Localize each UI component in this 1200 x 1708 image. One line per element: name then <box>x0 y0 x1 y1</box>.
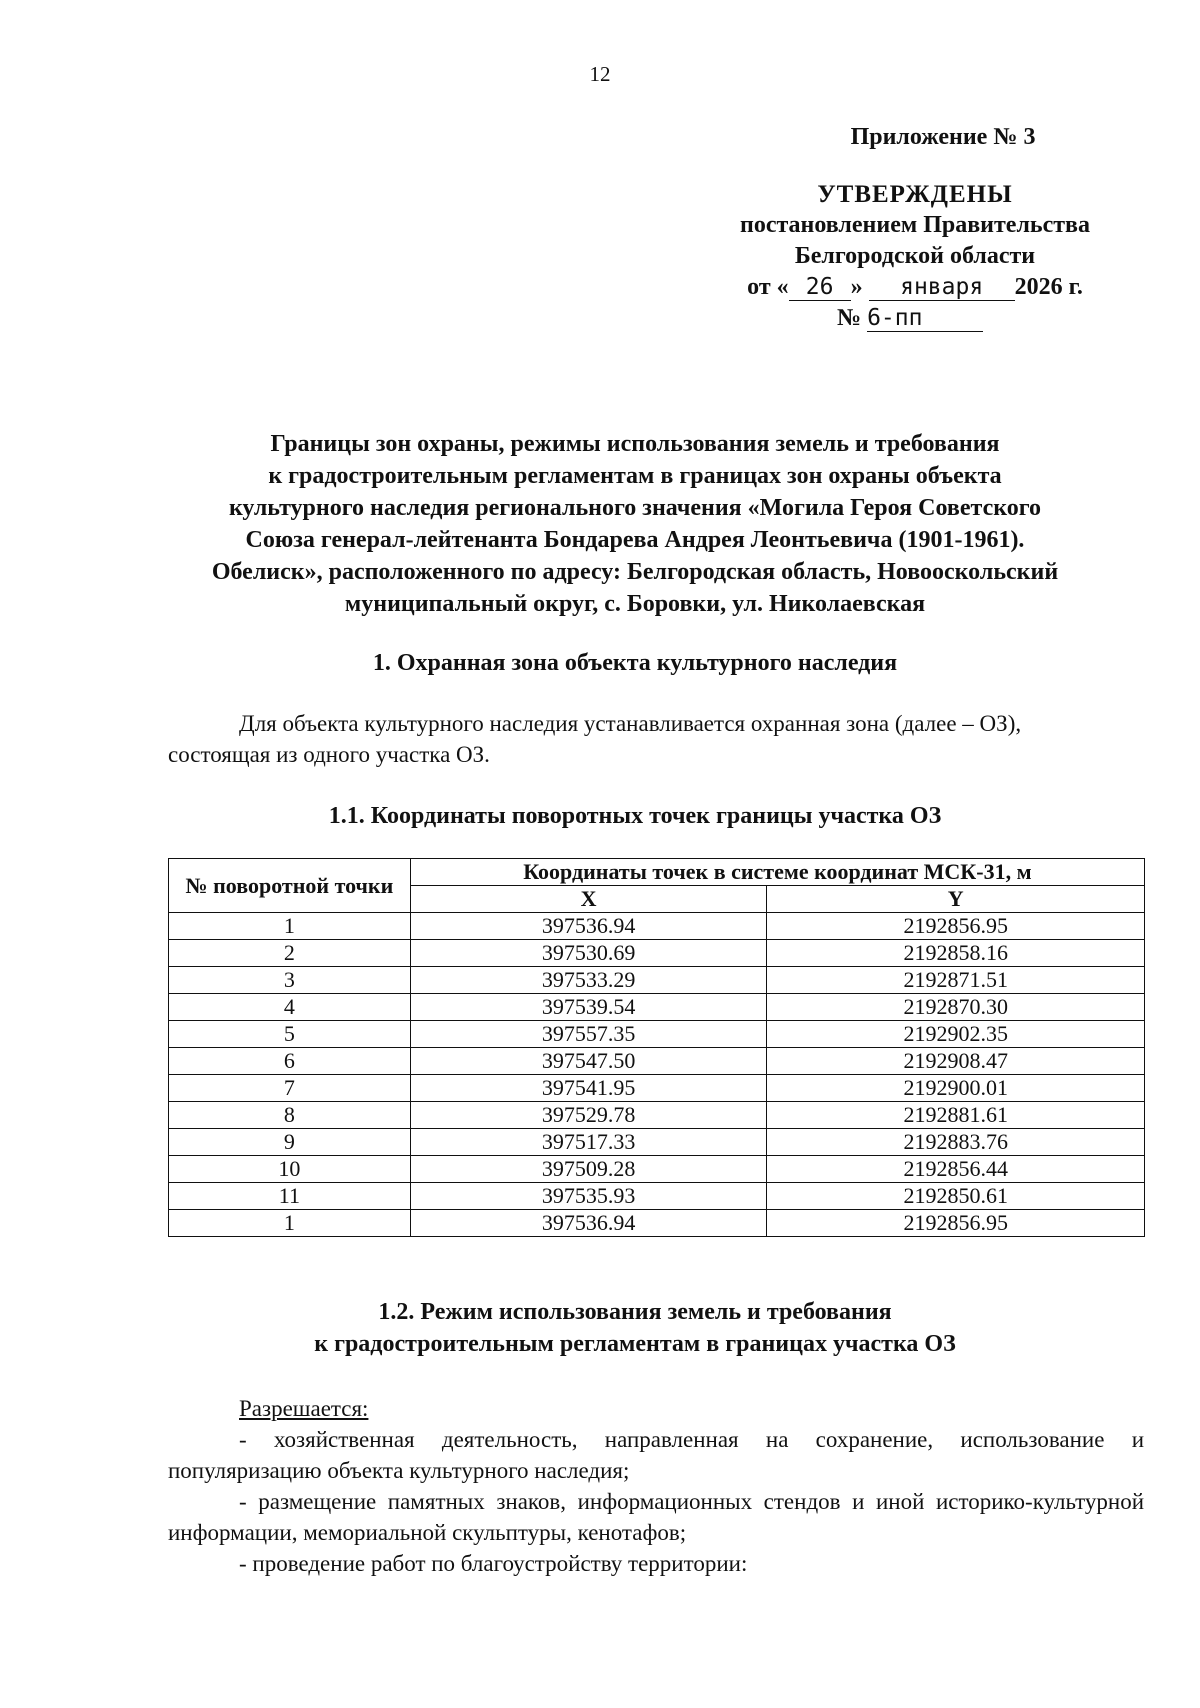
y-coordinate-cell: 2192856.95 <box>767 1210 1145 1237</box>
allowed-label: Разрешается: <box>239 1396 369 1421</box>
point-number-cell: 8 <box>169 1102 411 1129</box>
table-row <box>169 967 1145 994</box>
table-row <box>169 1102 1145 1129</box>
date-mid: » <box>850 274 863 300</box>
appendix-label: Приложение № 3 <box>850 124 1036 150</box>
y-coordinate-cell: 2192883.76 <box>767 1129 1145 1156</box>
list-item: - хозяйственная деятельность, направленная на сохранение, использование и популяризацию объекта культурного наследия; <box>168 1427 1144 1483</box>
y-coordinate-cell: 2192850.61 <box>767 1183 1145 1210</box>
title-line: муниципальный округ, с. Боровки, ул. Николаевская <box>344 591 926 617</box>
title-line: культурного наследия регионального значения «Могила Героя Советского <box>228 495 1042 521</box>
table-row <box>169 940 1145 967</box>
y-coordinate-cell: 2192856.95 <box>767 913 1145 940</box>
list-item: - размещение памятных знаков, информационных стендов и иной историко-культурной информации, мемориальной скульптуры, кенотафов; <box>168 1489 1144 1545</box>
point-number-cell: 3 <box>169 967 411 994</box>
x-coordinate-cell: 397536.94 <box>410 1210 767 1237</box>
section-1-line: Для объекта культурного наследия устанавливается охранная зона (далее – ОЗ), <box>239 711 1022 736</box>
y-coordinate-cell: 2192902.35 <box>767 1021 1145 1048</box>
table-row <box>169 913 1145 940</box>
table-row <box>169 1075 1145 1102</box>
table-row <box>169 1183 1145 1210</box>
title-line: Союза генерал-лейтенанта Бондарева Андрея Леонтьевича (1901-1961). <box>245 527 1025 553</box>
x-coordinate-cell: 397557.35 <box>410 1021 767 1048</box>
y-coordinate-cell: 2192870.30 <box>767 994 1145 1021</box>
table-row <box>169 994 1145 1021</box>
y-coordinate-cell: 2192900.01 <box>767 1075 1145 1102</box>
date-year: 2026 г. <box>1014 274 1083 300</box>
region-line: Белгородской области <box>794 243 1036 269</box>
table-row <box>169 1048 1145 1075</box>
approval-number <box>690 303 1130 334</box>
x-coordinate-cell: 397535.93 <box>410 1183 767 1210</box>
header-point-number: № поворотной точки <box>169 859 411 913</box>
x-coordinate-cell: 397533.29 <box>410 967 767 994</box>
point-number-cell: 2 <box>169 940 411 967</box>
number-value: 6-пп <box>867 305 983 332</box>
point-number-cell: 4 <box>169 994 411 1021</box>
allowed-section <box>168 1393 1144 1579</box>
title-line: Обелиск», расположенного по адресу: Белгородская область, Новооскольский <box>211 559 1059 585</box>
section-1-2-heading <box>150 1296 1120 1360</box>
x-coordinate-cell: 397509.28 <box>410 1156 767 1183</box>
section-1-text <box>168 708 1144 770</box>
approval-block <box>700 122 1130 334</box>
x-coordinate-cell: 397536.94 <box>410 913 767 940</box>
point-number-cell: 6 <box>169 1048 411 1075</box>
point-number-cell: 7 <box>169 1075 411 1102</box>
coordinates-table <box>168 858 1145 1237</box>
coordinates-body <box>169 913 1145 1237</box>
point-number-cell: 11 <box>169 1183 411 1210</box>
point-number-cell: 10 <box>169 1156 411 1183</box>
y-coordinate-cell: 2192908.47 <box>767 1048 1145 1075</box>
x-coordinate-cell: 397539.54 <box>410 994 767 1021</box>
y-coordinate-cell: 2192881.61 <box>767 1102 1145 1129</box>
page-number: 12 <box>589 62 611 86</box>
table-row <box>169 1210 1145 1237</box>
date-prefix: от « <box>747 274 789 300</box>
approval-date <box>700 272 1130 303</box>
list-item: - проведение работ по благоустройству территории: <box>239 1551 748 1576</box>
header-x: X <box>410 886 767 913</box>
x-coordinate-cell: 397541.95 <box>410 1075 767 1102</box>
section-1-heading: 1. Охранная зона объекта культурного наследия <box>372 650 898 676</box>
document-title <box>150 428 1120 620</box>
approved-by-line: постановлением Правительства <box>739 212 1090 238</box>
x-coordinate-cell: 397529.78 <box>410 1102 767 1129</box>
table-row <box>169 1156 1145 1183</box>
date-month: января <box>869 274 1015 301</box>
x-coordinate-cell: 397547.50 <box>410 1048 767 1075</box>
header-coordinates: Координаты точек в системе координат МСК-31, м <box>410 859 1144 886</box>
x-coordinate-cell: 397530.69 <box>410 940 767 967</box>
table-row <box>169 1021 1145 1048</box>
number-prefix: № <box>836 305 862 331</box>
allowed-label-row <box>168 1393 1144 1424</box>
header-y: Y <box>767 886 1145 913</box>
point-number-cell: 5 <box>169 1021 411 1048</box>
section-1-1-heading: 1.1. Координаты поворотных точек границы участка ОЗ <box>328 803 942 829</box>
table-row <box>169 1129 1145 1156</box>
y-coordinate-cell: 2192856.44 <box>767 1156 1145 1183</box>
point-number-cell: 1 <box>169 1210 411 1237</box>
section-1-2-line: к градостроительным регламентам в границах участка ОЗ <box>314 1331 956 1357</box>
section-1-line: состоящая из одного участка ОЗ. <box>168 742 490 767</box>
x-coordinate-cell: 397517.33 <box>410 1129 767 1156</box>
title-line: Границы зон охраны, режимы использования земель и требования <box>270 431 1000 457</box>
y-coordinate-cell: 2192871.51 <box>767 967 1145 994</box>
y-coordinate-cell: 2192858.16 <box>767 940 1145 967</box>
point-number-cell: 1 <box>169 913 411 940</box>
approved-label: УТВЕРЖДЕНЫ <box>817 181 1013 208</box>
title-line: к градостроительным регламентам в границах зон охраны объекта <box>268 463 1002 489</box>
point-number-cell: 9 <box>169 1129 411 1156</box>
date-day: 26 <box>789 274 851 301</box>
section-1-2-line: 1.2. Режим использования земель и требования <box>378 1299 892 1325</box>
